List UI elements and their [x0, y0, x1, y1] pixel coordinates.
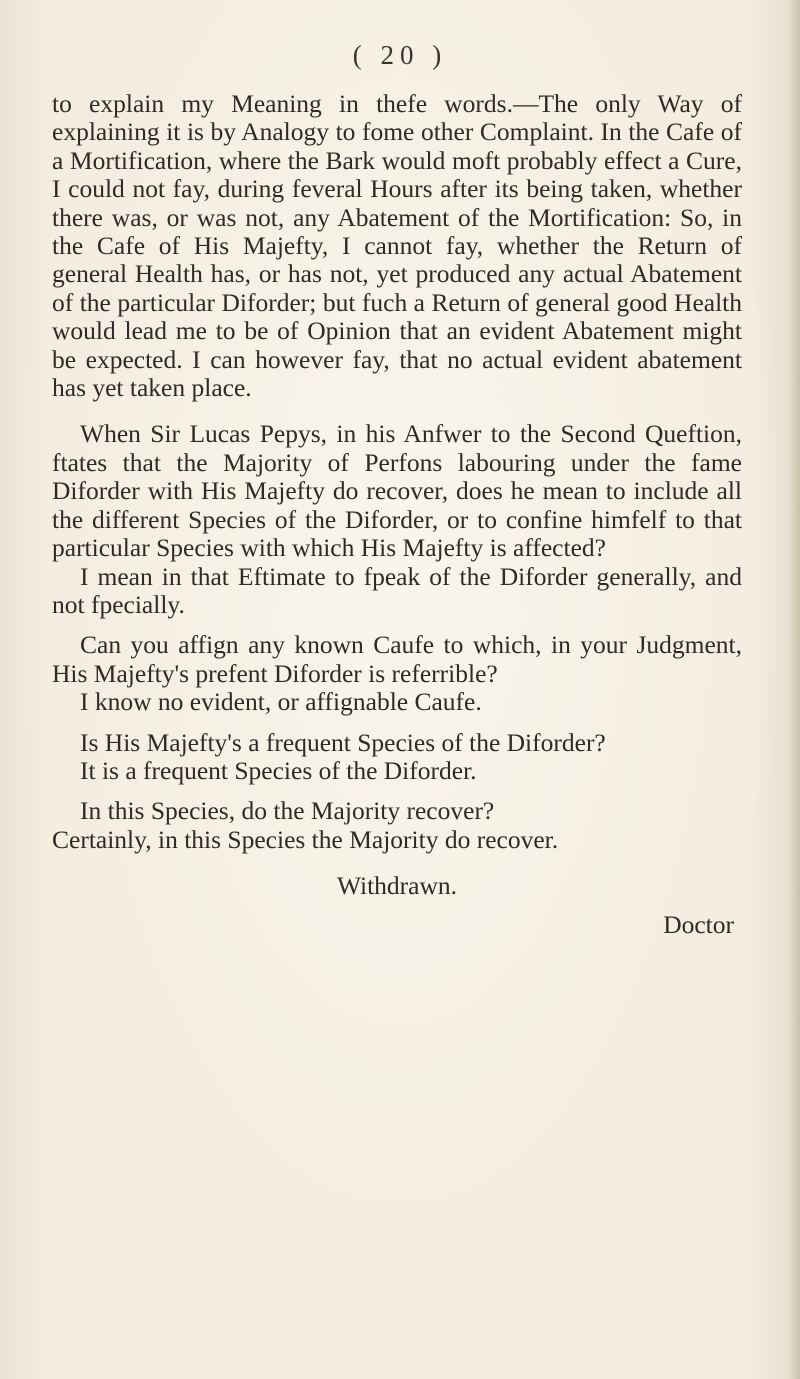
answer-no-cause: I know no evident, or affignable Caufe.	[80, 687, 482, 717]
withdrawn-note: Withdrawn.	[336, 871, 458, 901]
catchword: Doctor	[663, 909, 734, 939]
page-edge-shadow	[788, 0, 800, 1379]
question-majority-recover: When Sir Lucas Pepys, in his Anfwer to the Second Queftion, ftates that the Majority of Perfons labouring under the fame Diforder with His Majefty do recover, does he mean to include all the different Species of the Diforder, or to confine himfelf to that particular Species with which His Majefty is affected?	[52, 419, 742, 563]
paragraph-mortification-analogy: to explain my Meaning in thefe words.—The only Way of explaining it is by Analogy to fome other Complaint. In the Cafe of a Mortification, where the Bark would moft probably effect a Cure, I could not fay, during feveral Hours after its being taken, whether there was, or was not, any Abatement of the Mortification: So, in the Cafe of His Majefty, I cannot fay, whether the Return of general Health has, or has not, yet produced any actual Abatement of the particular Diforder; but fuch a Return of general good Health would lead me to be of Opinion that an evident Abatement might be expected. I can however fay, that no actual evident abatement has yet taken place.	[52, 89, 742, 403]
answer-species-recover: Certainly, in this Species the Majority do recover.	[52, 824, 559, 854]
question-frequent-species: Is His Majefty's a frequent Species of the Diforder?	[80, 727, 606, 757]
body-text	[52, 90, 742, 939]
page-number: ( 20 )	[352, 40, 448, 70]
answer-estimate-general: I mean in that Eftimate to fpeak of the Diforder generally, and not fpecially.	[52, 561, 742, 619]
answer-frequent-species: It is a frequent Species of the Diforder.	[80, 755, 477, 785]
question-species-recover: In this Species, do the Majority recover?	[80, 796, 495, 826]
question-known-cause: Can you affign any known Caufe to which, in your Judgment, His Majefty's prefent Diforder is referrible?	[52, 630, 742, 688]
